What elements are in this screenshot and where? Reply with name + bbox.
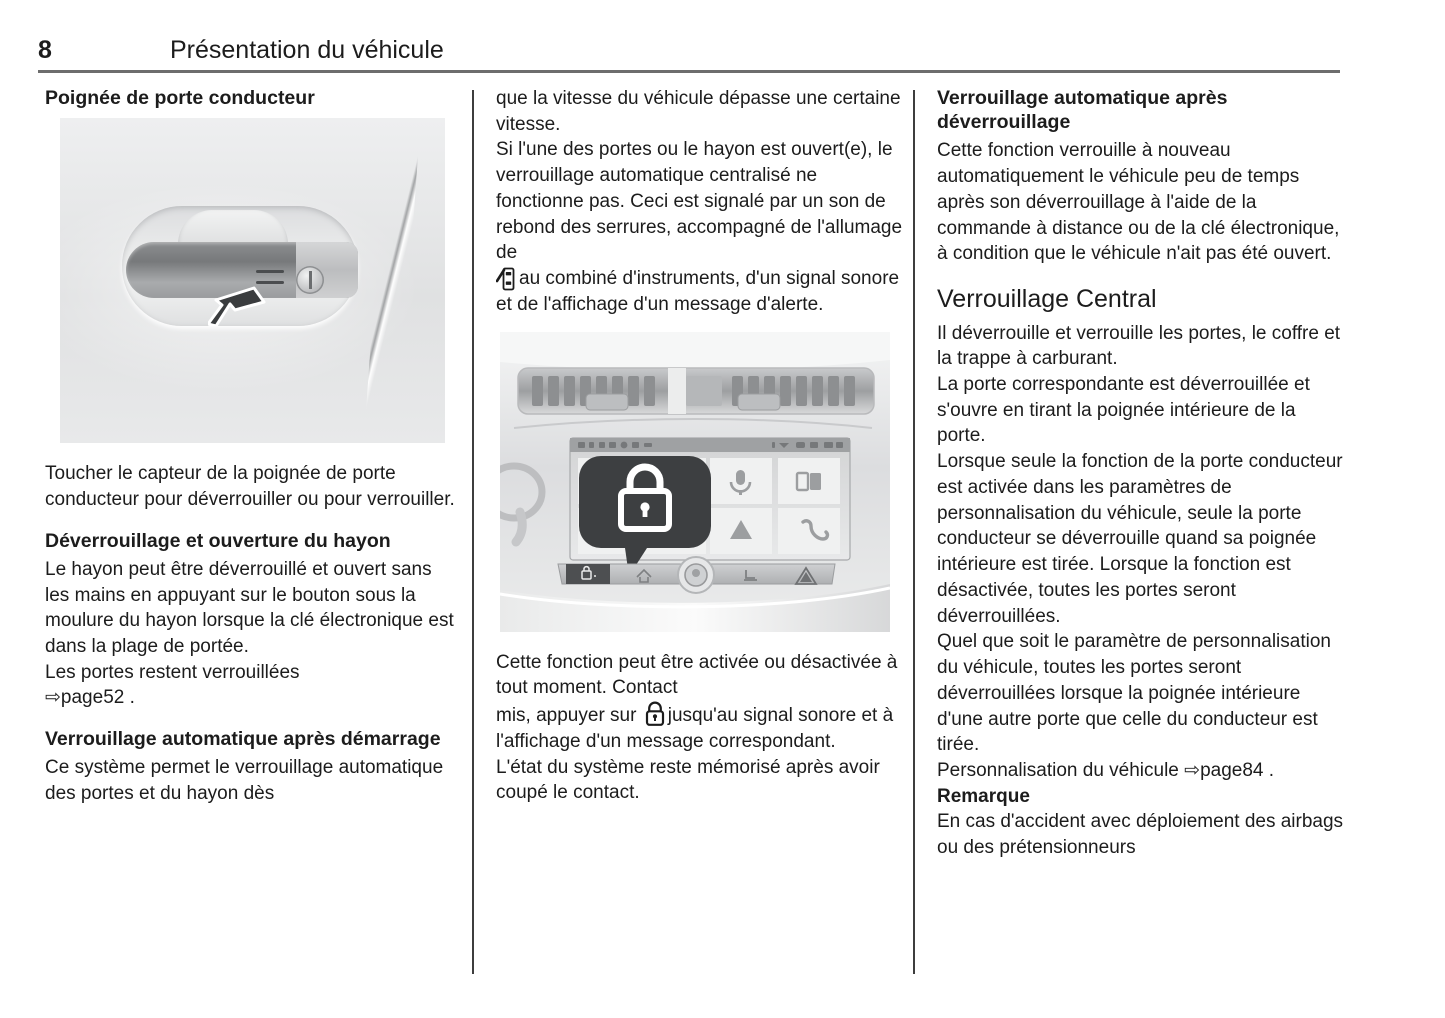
paragraph-central-scope: Il déverrouille et verrouille les portes, le coffre et la trappe à carburant. (937, 322, 1341, 370)
paragraph-cluster-signal (496, 266, 906, 317)
page-number: 8 (38, 36, 53, 64)
air-vent-group (518, 368, 874, 414)
heading-tailgate-unlock: Déverrouillage et ouverture du hayon (45, 529, 391, 552)
column-one (45, 86, 455, 976)
press-lock-before: mis, appuyer sur (496, 705, 637, 727)
paragraph-relock: Cette fonction verrouille à nouveau automatiquement le véhicule peu de temps après son déverrouillage à l'aide de la commande à distance ou de la clé électronique, à condition que le véhicule n'ait pas été ouvert. (937, 140, 1340, 265)
figure-door-handle (60, 118, 445, 443)
note-label: Remarque (937, 785, 1030, 807)
cross-ref-target: page52 . (60, 687, 135, 709)
center-console-illustration (500, 332, 890, 632)
cross-ref-arrow-icon: ⇨ (1184, 760, 1201, 781)
paragraph-touch-sensor: Toucher le capteur de la poignée de porte conducteur pour déverrouiller ou pour verrouiller. (45, 463, 455, 510)
paragraph-doors-locked: Les portes restent verrouillées (45, 661, 300, 683)
pointer-arrow-icon (208, 286, 266, 326)
paragraph-accident-airbags: En cas d'accident avec déploiement des airbags ou des prétensionneurs (937, 811, 1344, 859)
paragraph-cluster-signal-text: au combiné d'instruments, d'un signal sonore et de l'affichage d'un message d'alerte. (496, 268, 900, 315)
sensor-strip-icon (256, 270, 284, 273)
header-rule (38, 70, 1340, 73)
heading-autolock-start: Verrouillage automatique après démarrage (45, 728, 441, 751)
press-lock-after: jusqu'au signal sonore et à l'affichage d'un message correspondant. (496, 705, 894, 752)
paragraph-speed-threshold: que la vitesse du véhicule dépasse une certaine vitesse. (496, 88, 901, 135)
paragraph-driver-door-only: Lorsque seule la fonction de la porte conducteur est activée dans les paramètres de personnalisation du véhicule, seule la porte conducteur se déverrouille quand sa poignée intérieure est tirée. Lorsque la fonction est désactivée, toutes les portes seront déverrouillées. (937, 451, 1343, 627)
cross-reference-page84[interactable] (937, 758, 1347, 784)
paragraph-press-lock (496, 701, 906, 754)
figure-center-console (500, 332, 890, 632)
door-ajar-icon (496, 267, 515, 291)
heading-autolock-unlock: Verrouillage automatique après déverrouillage (937, 87, 1228, 134)
chapter-title: Présentation du véhicule (170, 36, 444, 64)
paragraph-tailgate: Le hayon peut être déverrouillé et ouvert sans les mains en appuyant sur le bouton sous la moulure du hayon lorsque la clé électronique est dans la plage de portée. (45, 558, 454, 658)
column-two (496, 86, 906, 976)
heading-door-handle: Poignée de porte conducteur (45, 87, 315, 109)
page-columns (0, 86, 1445, 986)
paragraph-autolock-start: Ce système permet le verrouillage automatique des portes et du hayon dès (45, 757, 444, 805)
cross-ref-arrow-icon: ⇨ (45, 687, 61, 709)
paragraph-door-open-handle: La porte correspondante est déverrouillée et s'ouvre en tirant la poignée intérieure de la porte. (937, 373, 1310, 447)
lock-cylinder-icon (296, 266, 324, 294)
heading-central-locking: Verrouillage Central (937, 285, 1157, 314)
cross-ref-label: Personnalisation du véhicule (937, 760, 1179, 781)
paragraph-door-open-warning: Si l'une des portes ou le hayon est ouvert(e), le verrouillage automatique centralisé ne fonctionne pas. Ceci est signalé par un son de rebond des serrures, accompagné de l'allumage de (496, 139, 903, 264)
paragraph-function-toggle: Cette fonction peut être activée ou désactivée à tout moment. Contact (496, 651, 898, 699)
cross-ref-target: page84 . (1200, 760, 1275, 781)
lock-icon (644, 701, 666, 727)
column-three (937, 86, 1347, 976)
paragraph-state-memorised: L'état du système reste mémorisé après avoir coupé le contact. (496, 756, 880, 804)
page-header (38, 36, 1340, 72)
cross-reference-page52[interactable] (45, 685, 455, 711)
rotary-knob (678, 557, 714, 593)
paragraph-other-door-handle: Quel que soit le paramètre de personnalisation du véhicule, toutes les portes seront déverrouillées lorsque la poignée intérieure d'une autre porte que celle du conducteur est tirée. (937, 631, 1331, 756)
